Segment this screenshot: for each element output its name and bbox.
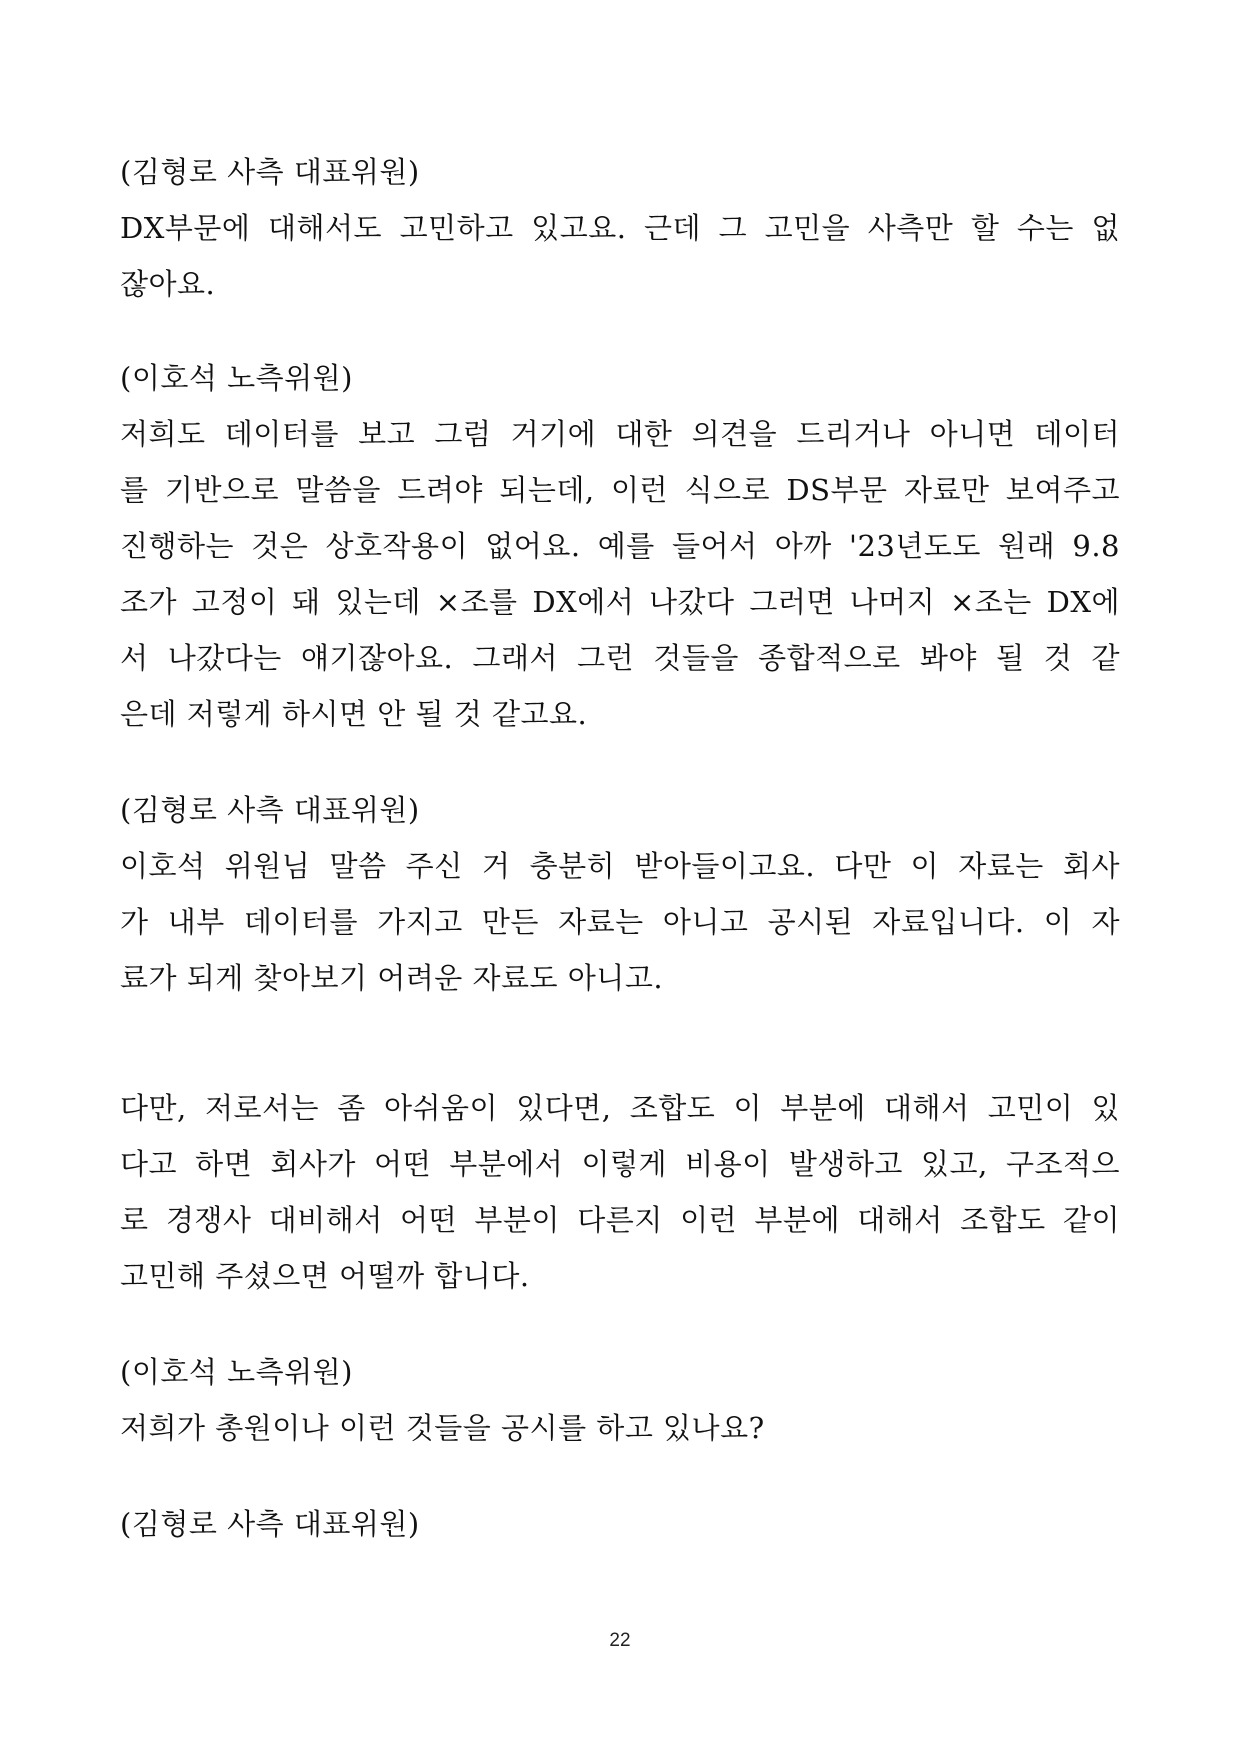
paragraph-line: 은데 저렇게 하시면 안 될 것 같고요. xyxy=(120,697,588,731)
paragraph-line: DX부문에 대해서도 고민하고 있고요. 근데 그 고민을 사측만 할 수는 없 xyxy=(120,211,1120,245)
page-number: 22 xyxy=(609,1630,631,1651)
paragraph-line: 다만, 저로서는 좀 아쉬움이 있다면, 조합도 이 부분에 대해서 고민이 있 xyxy=(120,1091,1120,1125)
paragraph-line: 이호석 위원님 말씀 주신 거 충분히 받아들이고요. 다만 이 자료는 회사 xyxy=(120,849,1120,883)
paragraph-line: 잖아요. xyxy=(120,267,216,301)
paragraph-line: 저희도 데이터를 보고 그럼 거기에 대한 의견을 드리거나 아니면 데이터 xyxy=(120,417,1120,451)
paragraph-line: 로 경쟁사 대비해서 어떤 부분이 다른지 이런 부분에 대해서 조합도 같이 xyxy=(120,1203,1120,1237)
paragraph-line: 고민해 주셨으면 어떨까 합니다. xyxy=(120,1259,530,1293)
paragraph-line: 서 나갔다는 얘기잖아요. 그래서 그런 것들을 종합적으로 봐야 될 것 같 xyxy=(120,641,1120,675)
paragraph-line: 가 내부 데이터를 가지고 만든 자료는 아니고 공시된 자료입니다. 이 자 xyxy=(120,905,1120,939)
paragraph-line: 료가 되게 찾아보기 어려운 자료도 아니고. xyxy=(120,961,664,995)
paragraph-line: 다고 하면 회사가 어떤 부분에서 이렇게 비용이 발생하고 있고, 구조적으 xyxy=(120,1147,1120,1181)
paragraph-line: 를 기반으로 말씀을 드려야 되는데, 이런 식으로 DS부문 자료만 보여주고 xyxy=(120,473,1120,507)
paragraph-line: 진행하는 것은 상호작용이 없어요. 예를 들어서 아까 '23년도도 원래 9.8 xyxy=(120,529,1120,563)
speaker-label: (김형로 사측 대표위원) xyxy=(120,1507,420,1541)
speaker-label: (김형로 사측 대표위원) xyxy=(120,793,420,827)
speaker-label: (이호석 노측위원) xyxy=(120,1355,353,1389)
speaker-label: (이호석 노측위원) xyxy=(120,361,353,395)
paragraph-line: 조가 고정이 돼 있는데 ×조를 DX에서 나갔다 그러면 나머지 ×조는 DX에 xyxy=(120,585,1120,619)
paragraph-line: 저희가 총원이나 이런 것들을 공시를 하고 있나요? xyxy=(120,1411,765,1445)
speaker-label: (김형로 사측 대표위원) xyxy=(120,155,420,189)
